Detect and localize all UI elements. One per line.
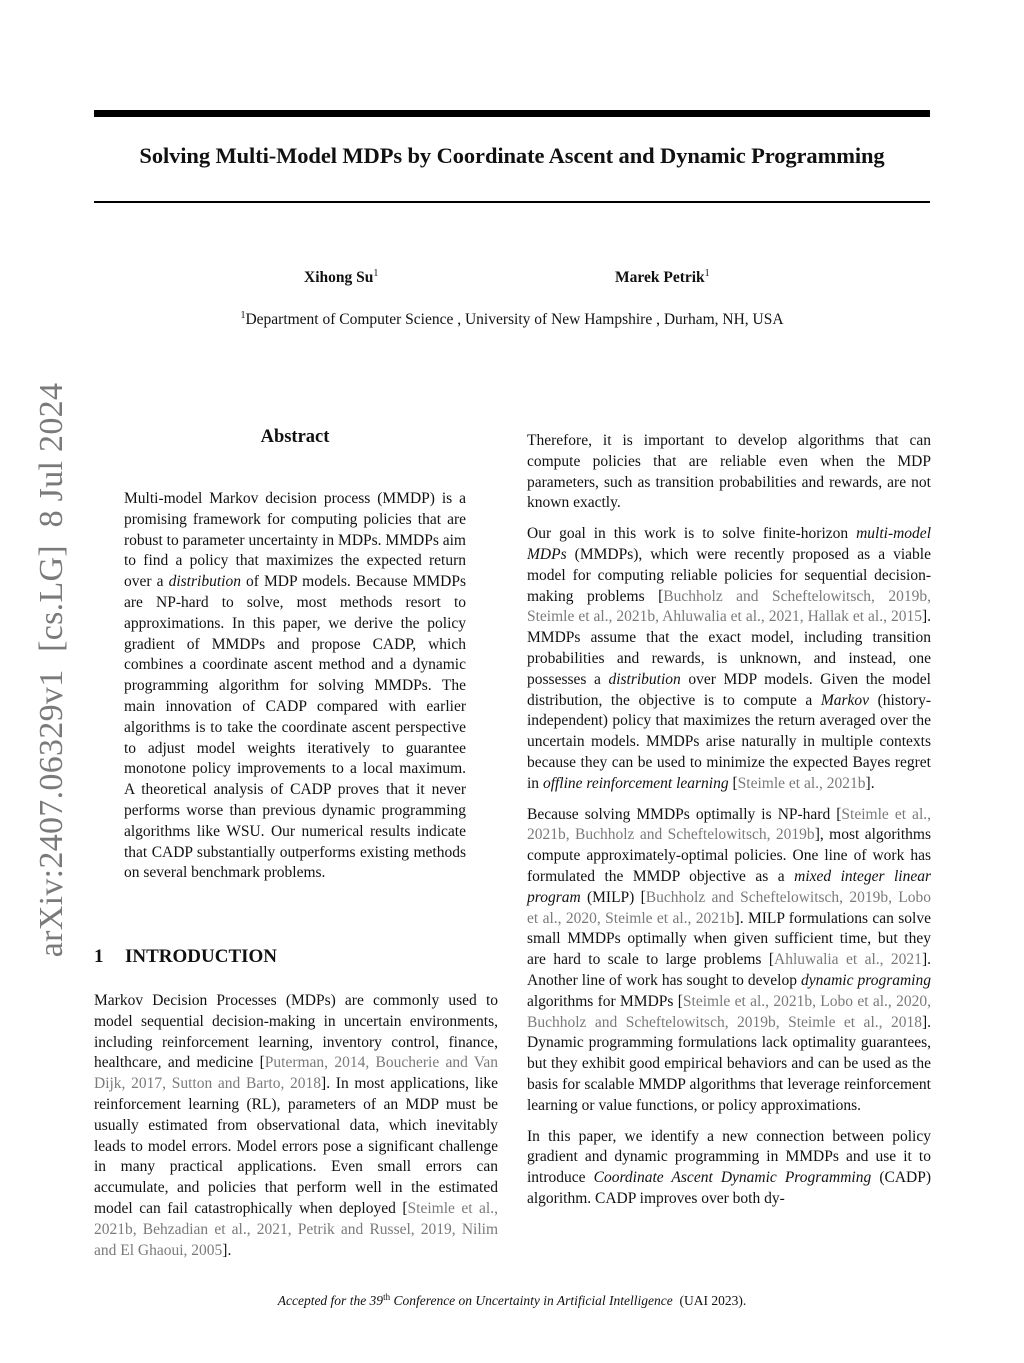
author-affil-marker: 1 xyxy=(704,268,710,279)
author-name: Xihong Su xyxy=(304,269,374,286)
footer-sup: th xyxy=(383,1292,391,1302)
citation-link[interactable]: Steimle et al., 2021b xyxy=(737,774,866,792)
emphasis: mixed integer linear program xyxy=(527,867,931,906)
emphasis: dynamic programing xyxy=(800,971,931,989)
paragraph: In this paper, we identify a new connection between policy gradient and dynamic programming in MMDPs and use it to introduce Coordinate Ascent Dynamic Programming (CADP) algorithm. CADP improves over both dy- xyxy=(527,1127,931,1207)
affil-marker: 1 xyxy=(240,310,246,321)
footer-venue: Conference on Uncertainty in Artificial Intelligence xyxy=(390,1293,673,1308)
author-affil-marker: 1 xyxy=(373,268,379,279)
citation-link[interactable]: Steimle et al., 2021b, Behzadian et al., 2021, Petrik and Russel, 2019, Nilim and El Ghaoui, 2005 xyxy=(94,1199,498,1259)
top-rule xyxy=(94,110,930,117)
author-marek-petrik xyxy=(615,268,710,287)
abstract-heading: Abstract xyxy=(260,427,330,447)
emphasis: Markov xyxy=(820,691,870,709)
right-column xyxy=(527,431,931,1220)
emphasis: multi-model MDPs xyxy=(527,525,931,563)
title-rule xyxy=(94,201,930,203)
emphasis: distribution xyxy=(168,573,241,591)
footer-pre: Accepted for the 39 xyxy=(277,1293,384,1308)
citation-link[interactable]: Buchholz and Scheftelowitsch, 2019b, Lobo et al., 2020, Steimle et al., 2021b xyxy=(527,888,931,927)
citation-link[interactable]: Steimle et al., 2021b, Lobo et al., 2020, Buchholz and Scheftelowitsch, 2019b, Steimle et al., 2018 xyxy=(527,992,931,1031)
emphasis: distribution xyxy=(608,670,681,688)
citation-link[interactable]: Puterman, 2014, Boucherie and Van Dijk, 2017, Sutton and Barto, 2018 xyxy=(94,1054,498,1093)
emphasis: offline reinforcement learning xyxy=(542,774,729,792)
citation-link[interactable]: Steimle et al., 2021b, Buchholz and Scheftelowitsch, 2019b xyxy=(527,805,931,844)
affil-text: Department of Computer Science , University of New Hampshire , Durham, NH, USA xyxy=(245,311,784,328)
footer-post: (UAI 2023). xyxy=(672,1293,747,1308)
paragraph: Our goal in this work is to solve finite-horizon multi-model MDPs (MMDPs), which were recently proposed as a viable model for computing reliable policies for sequential decision-making problems [Buchholz and Scheftelowitsch, 2019b, Steimle et al., 2021b, Ahluwalia et al., 2021, Hallak et al., 2015]. MMDPs assume that the exact model, including transition probabilities and rewards, is unknown, and instead, one possesses a distribution over MDP models. Given the model distribution, the objective is to compute a Markov (history-independent) policy that maximizes the return averaged over the uncertain models. MMDPs arise naturally in multiple contexts because they can be used to minimize the expected Bayes regret in offline reinforcement learning [Steimle et al., 2021b]. xyxy=(527,525,931,792)
arxiv-stamp: arXiv:2407.06329v1 [cs.LG] 8 Jul 2024 xyxy=(33,382,70,958)
section-number: 1 xyxy=(94,946,104,967)
abstract-body: Multi-model Markov decision process (MMDP) is a promising framework for computing policies that are robust to parameter uncertainty in MDPs. MMDPs aim to find a policy that maximizes the expected return over a distribution of MDP models. Because MMDPs are NP-hard to solve, most methods resort to approximations. In this paper, we derive the policy gradient of MMDPs and propose CADP, which combines a coordinate ascent method and a dynamic programming algorithm for solving MMDPs. The main innovation of CADP compared with earlier algorithms is to take the coordinate ascent perspective to adjust model weights iteratively to guarantee monotone policy improvements to a local maximum. A theoretical analysis of CADP proves that it never performs worse than previous dynamic programming algorithms like WSU. Our numerical results indicate that CADP substantially outperforms existing methods on several benchmark problems. xyxy=(124,490,466,882)
citation-link[interactable]: Ahluwalia et al., 2021 xyxy=(774,951,922,969)
emphasis: Coordinate Ascent Dynamic Programming xyxy=(593,1169,872,1187)
intro-paragraph: Markov Decision Processes (MDPs) are commonly used to model sequential decision-making in uncertain environments, including reinforcement learning, inventory control, finance, healthcare, and medicine [Puterman, 2014, Boucherie and Van Dijk, 2017, Sutton and Barto, 2018]. In most applications, like reinforcement learning (RL), parameters of an MDP must be usually estimated from observational data, which inevitably leads to model errors. Model errors pose a significant challenge in many practical applications. Even small errors can accumulate, and policies that perform well in the estimated model can fail catastrophically when deployed [Steimle et al., 2021b, Behzadian et al., 2021, Petrik and Russel, 2019, Nilim and El Ghaoui, 2005]. xyxy=(94,992,499,1259)
citation-link[interactable]: Buchholz and Scheftelowitsch, 2019b, Steimle et al., 2021b, Ahluwalia et al., 2021, Hallak et al., 2015 xyxy=(527,587,931,626)
section-title: INTRODUCTION xyxy=(125,946,278,967)
footer-venue-note xyxy=(94,1292,930,1309)
author-name: Marek Petrik xyxy=(615,269,705,286)
section-heading-introduction xyxy=(94,946,277,968)
paragraph: Because solving MMDPs optimally is NP-hard [Steimle et al., 2021b, Buchholz and Scheftelowitsch, 2019b], most algorithms compute approximately-optimal policies. One line of work has formulated the MMDP objective as a mixed integer linear program (MILP) [Buchholz and Scheftelowitsch, 2019b, Lobo et al., 2020, Steimle et al., 2021b]. MILP formulations can solve small MMDPs optimally when given sufficient time, but they are hard to scale to large problems [Ahluwalia et al., 2021]. Another line of work has sought to develop dynamic programing algorithms for MMDPs [Steimle et al., 2021b, Lobo et al., 2020, Buchholz and Scheftelowitsch, 2019b, Steimle et al., 2018]. Dynamic programming formulations lack optimality guarantees, but they exhibit good empirical behaviors and can be used as the basis for scalable MMDP algorithms that leverage reinforcement learning or value functions, or policy approximations. xyxy=(527,805,931,1114)
paper-title: Solving Multi-Model MDPs by Coordinate Ascent and Dynamic Programming xyxy=(139,143,885,168)
author-xihong-su xyxy=(304,268,378,287)
affiliation xyxy=(94,310,930,329)
paragraph: Therefore, it is important to develop algorithms that can compute policies that are reliable even when the MDP parameters, such as transition probabilities and rewards, are not known exactly. xyxy=(527,432,931,512)
